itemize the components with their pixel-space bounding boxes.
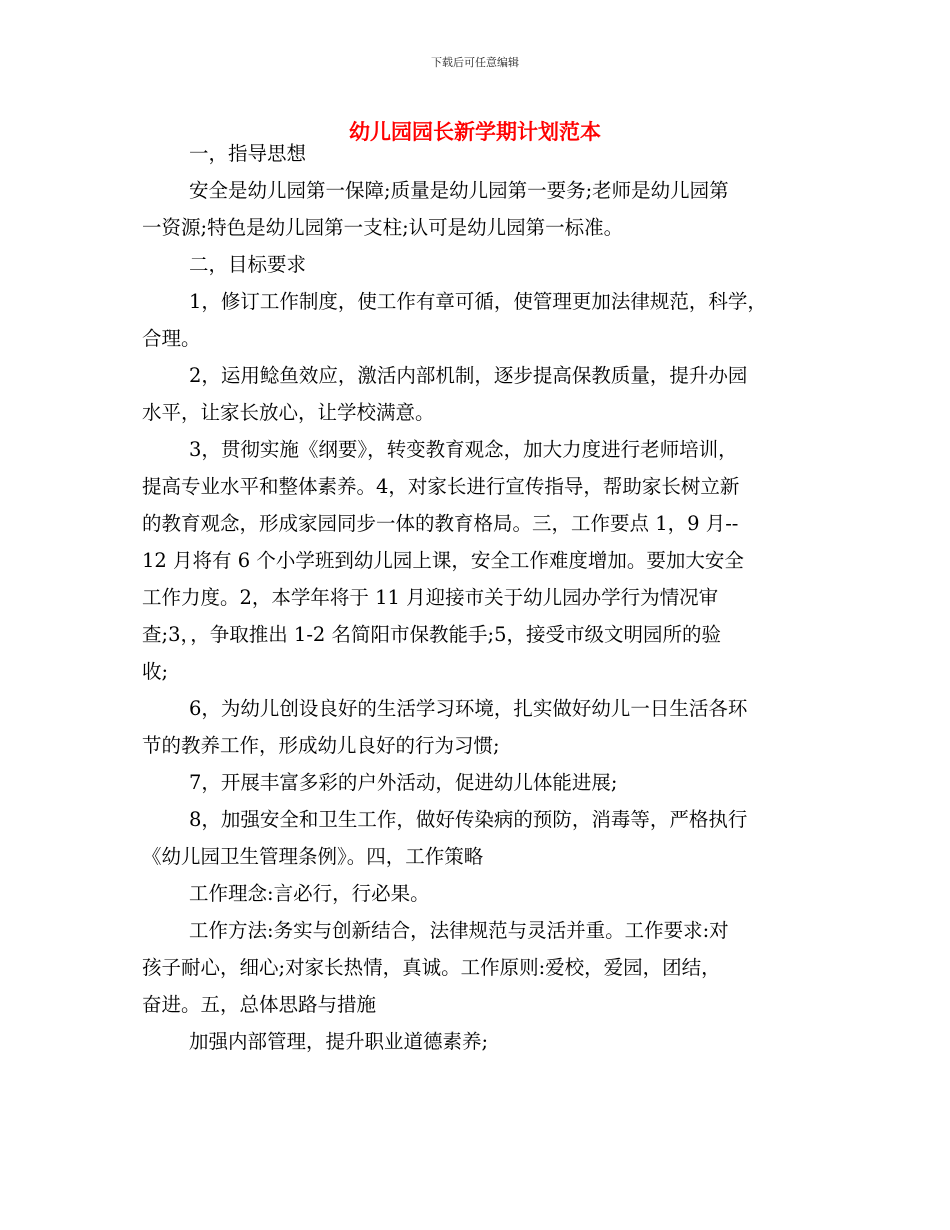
paragraph-line: 一资源;特色是幼儿园第一支柱;认可是幼儿园第一标准。 [142,216,624,239]
paragraph-line: 加强内部管理，提升职业道德素养; [189,1030,489,1053]
paragraph-line: 2，运用鲶鱼效应，激活内部机制，逐步提高保教质量，提升办园 [189,364,748,387]
paragraph-line: 7，开展丰富多彩的户外活动，促进幼儿体能进展; [189,771,618,794]
paragraph-line: 合理。 [142,327,201,350]
paragraph-line: 安全是幼儿园第一保障;质量是幼儿园第一要务;老师是幼儿园第 [189,179,729,202]
header-note: 下载后可任意编辑 [431,56,519,69]
paragraph-line: 节的教养工作，形成幼儿良好的行为习惯; [142,734,500,757]
paragraph-line: 《幼儿园卫生管理条例》。四，工作策略 [142,845,484,868]
paragraph-line: 提高专业水平和整体素养。4，对家长进行宣传指导，帮助家长树立新 [142,475,740,498]
document-title: 幼儿园园长新学期计划范本 [349,119,601,144]
section-heading: 二，目标要求 [189,253,307,276]
paragraph-line: 1，修订工作制度，使工作有章可循，使管理更加法律规范，科学， [189,290,767,313]
paragraph-line: 8，加强安全和卫生工作，做好传染病的预防，消毒等，严格执行 [189,808,748,831]
paragraph-line: 12 月将有 6 个小学班到幼儿园上课，安全工作难度增加。要加大安全 [142,549,744,572]
paragraph-line: 工作方法:务实与创新结合，法律规范与灵活并重。工作要求:对 [189,919,729,942]
paragraph-line: 的教育观念，形成家园同步一体的教育格局。三，工作要点 1，9 月-- [142,512,739,535]
paragraph-line: 3，贯彻实施《纲要》，转变教育观念，加大力度进行老师培训， [189,438,738,461]
paragraph-line: 工作理念:言必行，行必果。 [189,882,430,905]
paragraph-line: 查;3，，争取推出 1-2 名简阳市保教能手;5，接受市级文明园所的验 [142,623,722,646]
paragraph-line: 6，为幼儿创设良好的生活学习环境，扎实做好幼儿一日生活各环 [189,697,748,720]
section-heading: 一，指导思想 [189,142,307,165]
paragraph-line: 孩子耐心，细心;对家长热情，真诚。工作原则:爱校，爱园，团结， [142,956,721,979]
paragraph-line: 工作力度。2，本学年将于 11 月迎接市关于幼儿园办学行为情况审 [142,586,719,609]
paragraph-line: 水平，让家长放心，让学校满意。 [142,401,435,424]
paragraph-line: 收; [142,660,169,683]
paragraph-line: 奋进。五，总体思路与措施 [142,993,377,1016]
